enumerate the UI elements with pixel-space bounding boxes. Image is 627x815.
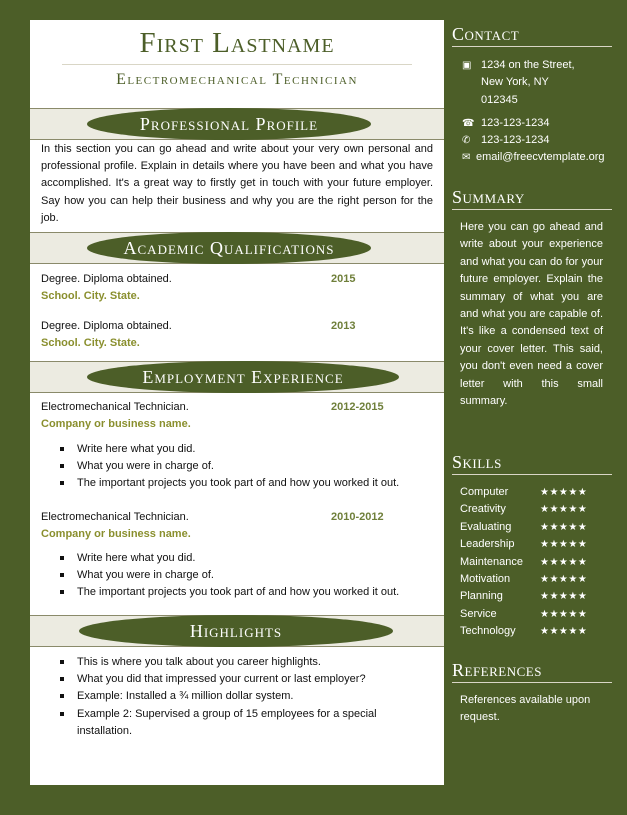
job-dates: 2012-2015	[331, 401, 384, 413]
skill-name: Motivation	[460, 572, 511, 585]
school: School. City. State.	[41, 337, 140, 349]
star-rating: ★★★★★	[540, 573, 588, 585]
skill-row	[460, 484, 610, 501]
job-title: Electromechanical Technician	[116, 71, 358, 88]
skill-row	[460, 623, 610, 640]
main-column	[30, 20, 444, 785]
mobile-icon: ✆	[462, 135, 471, 146]
skill-row	[460, 554, 610, 571]
list-item: What you did that impressed your current or last employer?	[60, 671, 430, 688]
degree: Degree. Diploma obtained.	[41, 320, 172, 332]
star-rating: ★★★★★	[540, 608, 588, 620]
skill-row	[460, 536, 610, 553]
address-line: 012345	[481, 93, 518, 106]
skill-name: Planning	[460, 590, 503, 603]
list-item: Example 2: Supervised a group of 15 employees for a special installation.	[60, 706, 430, 740]
skills-heading: Skills	[452, 452, 612, 475]
resume-header	[30, 20, 444, 113]
phone-icon: ☎	[462, 118, 475, 129]
summary-text: Here you can go ahead and write about your experience and what you can do for your future employer. Explain the summary of what you are and what you are capable of. It's like a condensed text of your cover letter. This said, you don't even need a cover letter with this small summary.	[460, 221, 603, 408]
employment-heading: Employment Experience	[87, 361, 399, 393]
address	[481, 57, 575, 109]
academic-band	[30, 232, 444, 264]
profile-text: In this section you can go ahead and write about your very own personal and professional profile. Explain in details where you have been and what you have accomplished. It's a great way to firstly get in touch with your future employer. Say how you can help their business and why you are the right person for the job.	[41, 143, 433, 224]
skill-name: Maintenance	[460, 555, 523, 568]
phone-1: 123-123-1234	[481, 117, 550, 129]
job-entry	[41, 399, 433, 433]
company-name: Company or business name.	[41, 528, 191, 540]
skills-list	[460, 484, 610, 641]
list-item: What you were in charge of.	[60, 567, 430, 584]
star-rating: ★★★★★	[540, 539, 588, 551]
star-rating: ★★★★★	[540, 521, 588, 533]
job-entry-title: Electromechanical Technician.	[41, 401, 189, 413]
skill-row	[460, 606, 610, 623]
summary-heading: Summary	[452, 187, 612, 210]
star-rating: ★★★★★	[540, 487, 588, 498]
address-line: 1234 on the Street,	[481, 59, 575, 71]
academic-entry	[41, 318, 433, 352]
skill-name: Technology	[460, 625, 516, 638]
highlights-heading: Highlights	[79, 615, 393, 647]
contact-heading: Contact	[452, 24, 612, 47]
year: 2013	[331, 320, 356, 332]
list-item: What you were in charge of.	[60, 458, 430, 475]
list-item: The important projects you took part of and how you worked it out.	[60, 475, 430, 492]
job-entry	[41, 509, 433, 543]
list-item: Write here what you did.	[60, 441, 430, 458]
degree: Degree. Diploma obtained.	[41, 273, 172, 285]
list-item: This is where you talk about you career highlights.	[60, 654, 430, 671]
list-item: Write here what you did.	[60, 550, 430, 567]
skill-name: Service	[460, 607, 497, 620]
phone-2: 123-123-1234	[481, 134, 550, 146]
email[interactable]: email@freecvtemplate.org	[476, 151, 605, 163]
job-entry-title: Electromechanical Technician.	[41, 511, 189, 523]
email-icon: ✉	[462, 152, 471, 163]
address-line: New York, NY	[481, 76, 549, 89]
header-divider	[62, 64, 412, 65]
star-rating: ★★★★★	[540, 626, 588, 638]
skill-name: Computer	[460, 486, 509, 498]
job-dates: 2010-2012	[331, 511, 384, 523]
skill-name: Evaluating	[460, 520, 512, 533]
skill-name: Creativity	[460, 503, 506, 516]
school: School. City. State.	[41, 290, 140, 302]
applicant-name: First Lastname	[139, 27, 335, 59]
list-item: The important projects you took part of and how you worked it out.	[60, 584, 430, 601]
references-text: References available upon request.	[460, 694, 591, 724]
job-bullets	[60, 550, 430, 602]
year: 2015	[331, 273, 356, 285]
highlights-band	[30, 615, 444, 647]
star-rating: ★★★★★	[540, 504, 588, 516]
profile-heading: Professional Profile	[87, 108, 371, 140]
profile-band	[30, 108, 444, 140]
academic-entry	[41, 271, 433, 305]
skill-row	[460, 571, 610, 588]
star-rating: ★★★★★	[540, 556, 588, 568]
job-bullets	[60, 441, 430, 493]
skill-row	[460, 588, 610, 605]
star-rating: ★★★★★	[540, 591, 588, 603]
employment-band	[30, 361, 444, 393]
skill-row	[460, 501, 610, 518]
skill-name: Leadership	[460, 538, 515, 551]
highlights-bullets	[60, 654, 430, 740]
references-heading: References	[452, 660, 612, 683]
list-item: Example: Installed a ¾ million dollar system.	[60, 688, 430, 705]
academic-heading: Academic Qualifications	[87, 232, 371, 264]
company-name: Company or business name.	[41, 418, 191, 430]
skill-row	[460, 519, 610, 536]
address-icon: ▣	[462, 60, 472, 71]
